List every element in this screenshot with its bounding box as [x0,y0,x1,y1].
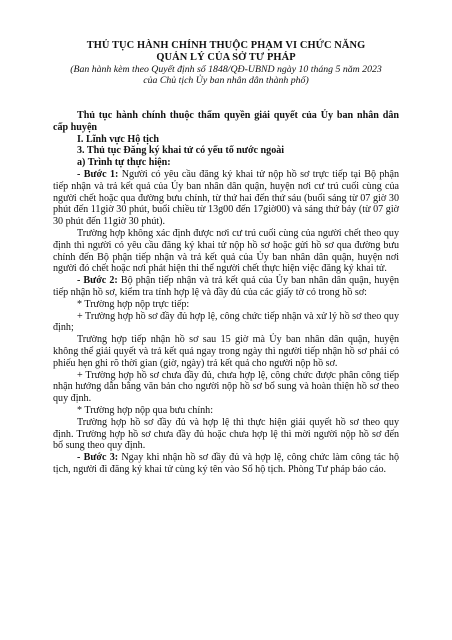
residence-paragraph: Trường hợp không xác định được nơi cư trú cuối cùng của người chết theo quy định thì người có yêu cầu đăng ký khai tử nộp hồ sơ hoặc gửi hồ sơ qua đường bưu chính đến Bộ phận tiếp nhận và trả kết quả của Ủy ban nhân dân quận, huyện nơi người đó chết hoặc nơi phát hiện thi thể người chết thực hiện việc đăng ký khai tử. [53,227,399,275]
step-3-paragraph [53,452,399,476]
subtitle-line-2: của Chủ tịch Ủy ban nhân dân thành phố) [143,75,309,86]
procedure-heading: 3. Thủ tục Đăng ký khai tử có yếu tố nước ngoài [77,145,285,157]
postal-complete-paragraph: Trường hợp hồ sơ đầy đủ và hợp lệ thì thực hiện giải quyết hồ sơ theo quy định. Trường hợp hồ sơ chưa đầy đủ hoặc chưa hợp lệ thì mời người nộp hồ sơ đến bổ sung theo quy định. [53,416,399,452]
step-1-label: - Bước 1: [77,168,119,180]
step-3-label: - Bước 3: [77,452,119,464]
subtitle-line-1: (Ban hành kèm theo Quyết định số 1848/QĐ-UBND ngày 10 tháng 5 năm 2023 [70,64,382,75]
order-heading: a) Trình tự thực hiện: [77,157,171,169]
title-line-1: THỦ TỤC HÀNH CHÍNH THUỘC PHẠM VI CHỨC NĂNG [86,40,366,51]
direct-case-heading: * Trường hợp nộp trực tiếp: [77,298,190,310]
document-subtitle [53,64,399,86]
section-heading: Thủ tục hành chính thuộc thẩm quyền giải quyết của Ủy ban nhân dân cấp huyện [53,110,399,133]
step-2-paragraph [53,275,399,299]
step-1-text: Người có yêu cầu đăng ký khai tử nộp hồ sơ trực tiếp tại Bộ phận tiếp nhận và trả kết quả của Ủy ban nhân dân quận, huyện nơi cư trú cuối cùng của người chết hoặc qua đường bưu chính, từ thứ hai đến thứ sáu (buổi sáng từ 07 giờ 30 phút đến 11giờ 30 phút, buổi chiều từ 13g00 đến 17giờ00) và sáng thứ bảy (từ 07 giờ 30 phút đến 11giờ 30 phút). [53,168,399,228]
direct-complete-paragraph: + Trường hợp hồ sơ đầy đủ hợp lệ, công chức tiếp nhận và xử lý hồ sơ theo quy định; [53,310,399,334]
step-2-label: - Bước 2: [77,275,118,287]
postal-case-heading: * Trường hợp nộp qua bưu chính: [77,404,214,416]
document-title [53,40,399,63]
field-heading: I. Lĩnh vực Hộ tịch [77,133,160,145]
title-line-2: QUẢN LÝ CỦA SỞ TƯ PHÁP [156,51,296,63]
direct-incomplete-paragraph: + Trường hợp hồ sơ chưa đầy đủ, chưa hợp lệ, công chức được phân công tiếp nhận hướng dẫn bằng văn bản cho người nộp hồ sơ bổ sung và hoàn thiện hồ sơ theo quy định. [53,369,399,405]
step-2-text: Bộ phận tiếp nhận và trả kết quả của Ủy ban nhân dân quận, huyện tiếp nhận hồ sơ, kiểm tra tính hợp lệ và đầy đủ của các giấy tờ có trong hồ sơ: [53,275,399,298]
after-15h-paragraph: Trường hợp tiếp nhận hồ sơ sau 15 giờ mà Ủy ban nhân dân quận, huyện không thể giải quyết và trả kết quả ngay trong ngày thì người tiếp nhận hồ sơ phải có phiếu hẹn ghi rõ thời gian (giờ, ngày) trả kết quả cho người nộp hồ sơ. [53,334,399,369]
step-3-text: Ngay khi nhận hồ sơ đầy đủ và hợp lệ, công chức làm công tác hộ tịch, người đi đăng ký khai tử cùng ký tên vào Sổ hộ tịch. Phòng Tư pháp báo cáo. [53,452,399,475]
step-1-paragraph [53,169,399,228]
